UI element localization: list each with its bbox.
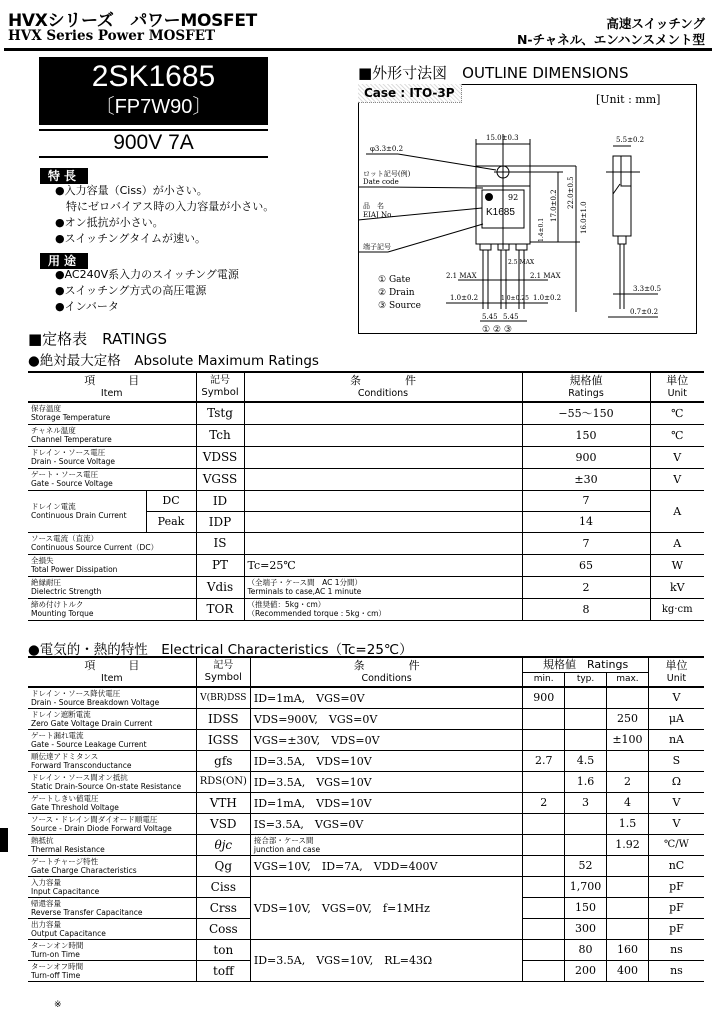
pin-2-label: ② Drain	[378, 288, 415, 298]
table-row: 熱抵抗 Thermal Resistance θjc 接合部・ケース間 junction and case 1.92 ℃/W	[28, 834, 704, 855]
dim-lead-w-r: 1.0±0.2	[533, 294, 562, 302]
abs-max-title: ●絶対最大定格 Absolute Maximum Ratings	[28, 353, 319, 369]
table-row: Peak IDP 14	[28, 511, 704, 532]
page-edge-marker	[0, 828, 8, 852]
dim-height-total: 22.0±0.5	[567, 176, 575, 209]
dim-lead-len: 16.0±1.0	[580, 201, 588, 234]
application-item: ●インバータ	[55, 300, 119, 313]
table-header: 項 目 Item 記号 Symbol 条 件 Conditions 規格値 Ratings 単位 Unit	[28, 372, 704, 402]
table-row: ドレイン・ソース降伏電圧 Drain - Source Breakdown Voltage V(BR)DSS ID=1mA, VGS=0V 900 V	[28, 687, 704, 708]
part-alt-number: 〔FP7W90〕	[94, 96, 213, 118]
table-row: ソース電流（直流） Continuous Source Current（DC） IS 7 A	[28, 532, 704, 554]
dim-tab: 1.4±0.1	[538, 217, 545, 242]
dim-pitch-1: 5.45	[482, 313, 498, 321]
dim-height-upper: 17.0±0.2	[550, 189, 558, 222]
part-rating: 900V 7A	[113, 131, 194, 154]
table-row: ゲート・ソース電圧 Gate - Source Voltage VGSS ±30 V	[28, 468, 704, 490]
dim-lead-w-l: 1.0±0.2	[450, 294, 479, 302]
outline-title: ■外形寸法図 OUTLINE DIMENSIONS	[358, 64, 629, 82]
dim-pitch-2: 5.45	[503, 313, 519, 321]
pin-1-label: ① Gate	[378, 275, 411, 285]
header-divider	[4, 48, 712, 51]
table-row: ターンオン時間 Turn-on Time ton ID=3.5A, VGS=10V, RL=43Ω 80 160 ns	[28, 939, 704, 960]
table-row: ドレイン・ソース間オン抵抗 Static Drain-Source On-state Resistance RDS(ON) ID=3.5A, VGS=10V 1.6 2 Ω	[28, 771, 704, 792]
dim-lead-max-r: 2.1 MAX	[530, 272, 561, 280]
table-row: 出力容量 Output Capacitance Coss 300 pF	[28, 918, 704, 939]
outline-drawing	[358, 84, 698, 334]
feature-item: ●スイッチングタイムが速い。	[55, 232, 206, 245]
table-row: ドレイン遮断電流 Zero Gate Voltage Drain Current IDSS VDS=900V, VGS=0V 250 μA	[28, 708, 704, 729]
part-number-box	[39, 57, 268, 125]
table-subheader: min. typ. max.	[28, 672, 704, 687]
terminal-jp: 端子記号	[363, 243, 391, 251]
application-item: ●AC240V系入力のスイッチング電源	[55, 268, 239, 281]
feature-item: 特にゼロバイアス時の入力容量が小さい。	[55, 200, 275, 213]
unit-label: [Unit : mm]	[596, 93, 661, 106]
date-code-en: Date code	[363, 178, 399, 186]
electrical-title: ●電気的・熱的特性 Electrical Characteristics（Tc=25℃）	[28, 642, 413, 658]
table-row: ゲート漏れ電流 Gate - Source Leakage Current IGSS VGS=±30V, VDS=0V ±100 nA	[28, 729, 704, 750]
marking-part: K1685	[486, 207, 515, 218]
series-title-en: HVX Series Power MOSFET	[8, 28, 216, 44]
electrical-table	[28, 656, 704, 982]
dim-side-thick: 0.7±0.2	[630, 308, 659, 316]
table-row: ゲートチャージ特性 Gate Charge Characteristics Qg VGS=10V, ID=7A, VDD=400V 52 nC	[28, 855, 704, 876]
table-row: ゲートしきい値電圧 Gate Threshold Voltage VTH ID=1mA, VDS=10V 2 3 4 V	[28, 792, 704, 813]
footnote-mark: ※	[54, 1000, 62, 1010]
dim-side-lead: 3.3±0.5	[633, 285, 662, 293]
table-row: 全損失 Total Power Dissipation PT Tc=25℃ 65 W	[28, 554, 704, 576]
dim-lead-max-l: 2.1 MAX	[446, 272, 477, 280]
features-tag: 特長	[40, 168, 88, 184]
table-row: ソース・ドレイン間ダイオード順電圧 Source - Drain Diode Forward Voltage VSD IS=3.5A, VGS=0V 1.5 V	[28, 813, 704, 834]
eiaj-jp: 品 名	[363, 202, 384, 210]
eiaj-en: EIAJ No.	[363, 211, 394, 219]
dim-width: 15.0±0.3	[486, 134, 519, 142]
applications-list	[55, 267, 239, 315]
dim-thickness: 5.5±0.2	[616, 136, 645, 144]
table-row: チャネル温度 Channel Temperature Tch 150 ℃	[28, 424, 704, 446]
rating-divider-bottom	[39, 156, 268, 158]
table-row: ドレイン電流 Continuous Drain Current DC ID 7 A	[28, 490, 704, 511]
features-list	[55, 183, 274, 247]
ratings-title: ■定格表 RATINGS	[28, 330, 168, 348]
pin-numbers: ① ② ③	[482, 325, 512, 334]
date-code-jp: ロット記号(例)	[363, 170, 411, 178]
table-row: 締め付けトルク Mounting Torque TOR （推奨値：5kg・cm） （Recommended torque : 5kg・cm） 8 kg·cm	[28, 598, 704, 620]
table-row: ドレイン・ソース電圧 Drain - Source Voltage VDSS 900 V	[28, 446, 704, 468]
table-row: 絶縁耐圧 Dielectric Strength Vdis （全端子・ケース間 AC 1分間） Terminals to case,AC 1 minute 2 kV	[28, 576, 704, 598]
dim-lead-w-c: 1.0±0.25	[501, 295, 529, 302]
series-title-jp: HVXシリーズ パワーMOSFET	[8, 11, 257, 31]
feature-high-speed: 高速スイッチング	[606, 16, 705, 31]
feature-item: ●入力容量（Ciss）が小さい。	[55, 184, 208, 197]
table-header: 項 目 Item 記号 Symbol 条 件 Conditions 規格値 Ratings 単位 Unit	[28, 657, 704, 672]
table-row: 入力容量 Input Capacitance Ciss VDS=10V, VGS=0V, f=1MHz 1,700 pF	[28, 876, 704, 897]
application-item: ●スイッチング方式の高圧電源	[55, 284, 207, 297]
pin-3-label: ③ Source	[378, 301, 422, 311]
table-row: ターンオフ時間 Turn-off Time toff 200 400 ns	[28, 960, 704, 981]
case-label: Case : ITO-3P	[358, 84, 462, 103]
dim-hole: φ3.3±0.2	[370, 145, 404, 153]
feature-item: ●オン抵抗が小さい。	[55, 216, 164, 229]
features-block	[40, 165, 88, 184]
table-row: 帰還容量 Reverse Transfer Capacitance Crss 150 pF	[28, 897, 704, 918]
table-row: 順伝達アドミタンス Forward Transconductance gfs ID=3.5A, VDS=10V 2.7 4.5 S	[28, 750, 704, 771]
dim-lead-max-c: 2.5 MAX	[508, 259, 535, 266]
abs-max-table	[28, 371, 704, 621]
feature-channel-type: N-チャネル、エンハンスメント型	[516, 32, 705, 47]
applications-tag: 用途	[40, 253, 88, 269]
part-number: 2SK1685	[91, 60, 216, 93]
table-row: 保存温度 Storage Temperature Tstg −55〜150 ℃	[28, 402, 704, 424]
marking-code: 92	[508, 193, 519, 202]
